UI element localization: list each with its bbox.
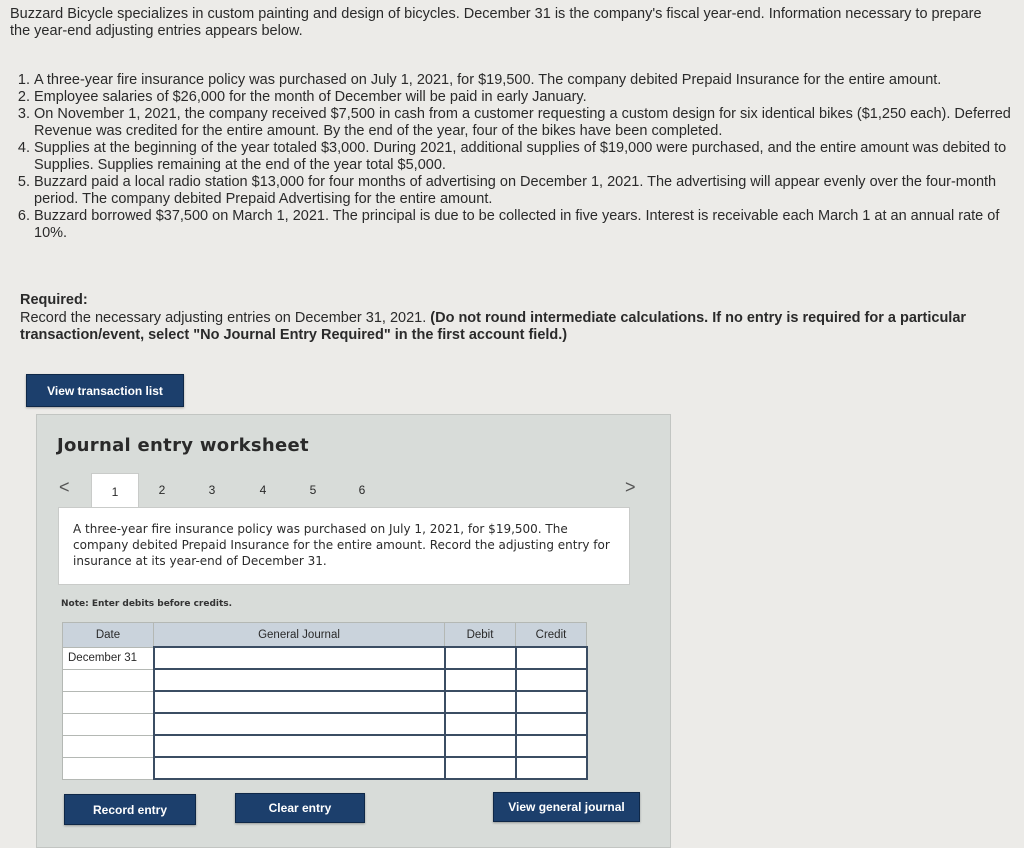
transaction-description: A three-year fire insurance policy was purchased on July 1, 2021, for $19,500. The company debited Prepaid Insurance for the entire amount. Record the adjusting entry for insurance at its year-end of December 31. [58, 507, 630, 585]
date-cell [63, 691, 154, 713]
list-item: 5. Buzzard paid a local radio station $13,000 for four months of advertising on December 1, 2021. The advertising will appear evenly over the four-month period. The company debited Prepaid Advertising for the entire amount. [34, 174, 1024, 208]
date-cell: December 31 [63, 647, 154, 669]
debit-field[interactable] [445, 647, 516, 669]
account-field[interactable] [154, 713, 445, 735]
journal-table [62, 622, 588, 780]
date-cell [63, 713, 154, 735]
journal-entry-worksheet [36, 414, 671, 848]
chevron-right-icon[interactable]: > [625, 477, 636, 497]
table-row [63, 669, 587, 691]
debit-column-header: Debit [445, 623, 516, 648]
tab-2[interactable]: 2 [158, 483, 166, 497]
entry-note: Note: Enter debits before credits. [61, 599, 233, 609]
table-header-row [63, 623, 587, 648]
account-field[interactable] [154, 669, 445, 691]
date-column-header: Date [63, 623, 154, 648]
tab-5[interactable]: 5 [309, 483, 317, 497]
table-row [63, 647, 587, 669]
account-field[interactable] [154, 757, 445, 779]
table-row [63, 757, 587, 779]
required-bold-note: (Do not round intermediate calculations. If no entry is required for a particular transaction/event, select "No Journal Entry Required" in the first account field.) [20, 310, 967, 343]
general-journal-column-header: General Journal [154, 623, 445, 648]
table-row [63, 713, 587, 735]
credit-field[interactable] [516, 691, 587, 713]
account-field[interactable] [154, 735, 445, 757]
list-item: 3. On November 1, 2021, the company received $7,500 in cash from a customer requesting a custom design for six identical bikes ($1,250 each). Deferred Revenue was credited for the entire amount. By the end of the year, four of the bikes have been completed. [34, 106, 1024, 140]
table-row [63, 735, 587, 757]
credit-column-header: Credit [516, 623, 587, 648]
worksheet-title: Journal entry worksheet [57, 435, 309, 456]
list-item: 1. A three-year fire insurance policy was purchased on July 1, 2021, for $19,500. The company debited Prepaid Insurance for the entire amount. [34, 72, 1024, 89]
required-instructions [20, 310, 980, 344]
date-cell [63, 669, 154, 691]
debit-field[interactable] [445, 713, 516, 735]
tab-4[interactable]: 4 [259, 483, 267, 497]
tab-1[interactable]: 1 [91, 473, 139, 510]
debit-field[interactable] [445, 757, 516, 779]
credit-field[interactable] [516, 735, 587, 757]
date-cell [63, 735, 154, 757]
credit-field[interactable] [516, 647, 587, 669]
credit-field[interactable] [516, 669, 587, 691]
debit-field[interactable] [445, 669, 516, 691]
required-heading: Required: [20, 292, 88, 308]
required-text: Record the necessary adjusting entries on December 31, 2021. [20, 310, 427, 326]
debit-field[interactable] [445, 691, 516, 713]
list-item: 6. Buzzard borrowed $37,500 on March 1, 2021. The principal is due to be collected in five years. Interest is receivable each March 1 at an annual rate of 10%. [34, 208, 1024, 242]
tab-6[interactable]: 6 [358, 483, 366, 497]
transaction-list [0, 72, 1024, 242]
credit-field[interactable] [516, 713, 587, 735]
account-field[interactable] [154, 691, 445, 713]
table-row [63, 691, 587, 713]
list-item: 2. Employee salaries of $26,000 for the month of December will be paid in early January. [34, 89, 1024, 106]
worksheet-tabs [57, 473, 647, 507]
list-item: 4. Supplies at the beginning of the year totaled $3,000. During 2021, additional supplies of $19,000 were purchased, and the entire amount was debited to Supplies. Supplies remaining at the end of the year total $5,000. [34, 140, 1024, 174]
date-cell [63, 757, 154, 779]
debit-field[interactable] [445, 735, 516, 757]
chevron-left-icon[interactable]: < [59, 477, 70, 497]
credit-field[interactable] [516, 757, 587, 779]
clear-entry-button[interactable]: Clear entry [235, 793, 365, 823]
record-entry-button[interactable]: Record entry [64, 794, 196, 825]
account-field[interactable] [154, 647, 445, 669]
tab-3[interactable]: 3 [208, 483, 216, 497]
view-transaction-list-button[interactable]: View transaction list [26, 374, 184, 407]
problem-intro: Buzzard Bicycle specializes in custom painting and design of bicycles. December 31 is the company's fiscal year-end. Information necessary to prepare the year-end adjusting entries appears below. [10, 6, 982, 39]
view-general-journal-button[interactable]: View general journal [493, 792, 640, 822]
